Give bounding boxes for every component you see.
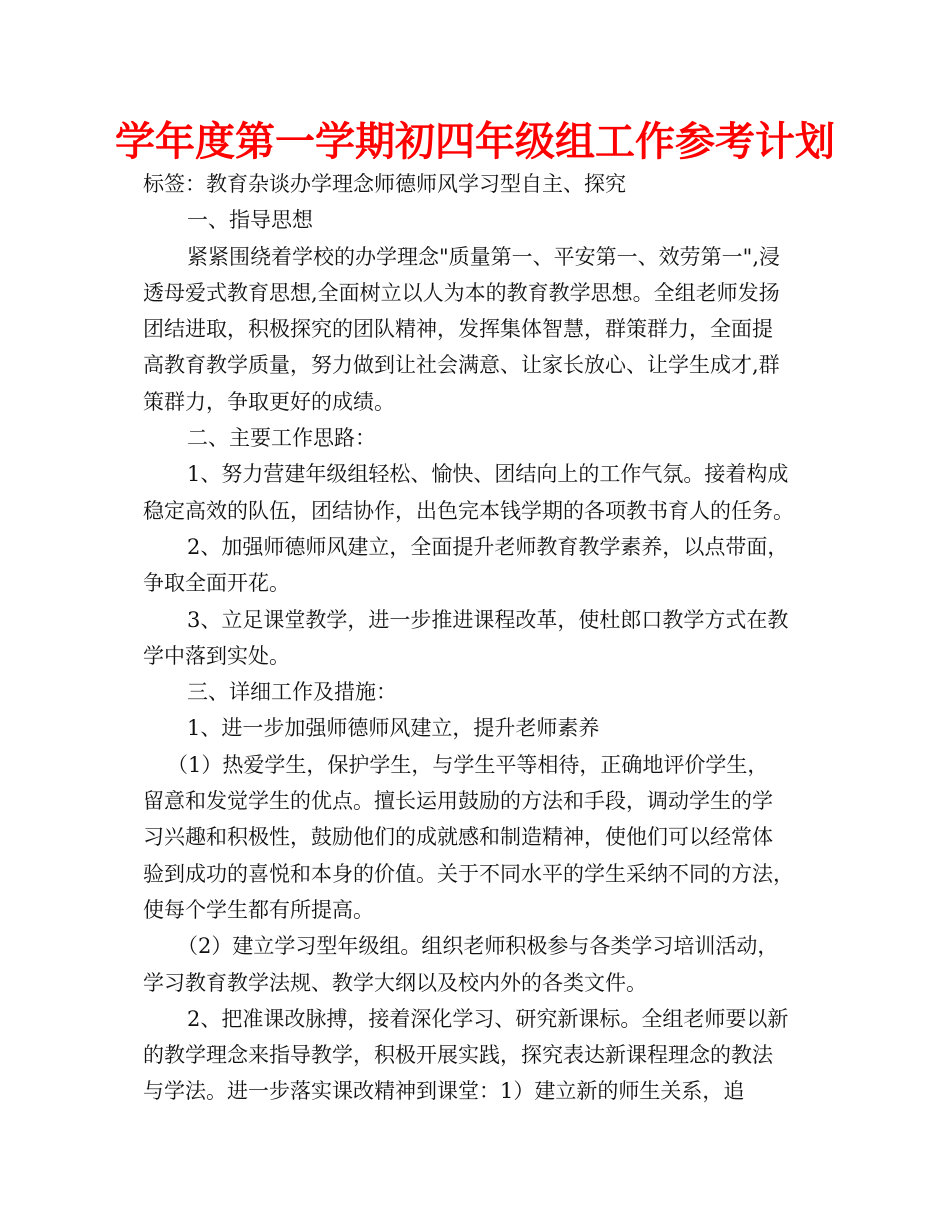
- paragraph-line: 的教学理念来指导教学，积极开展实践，探究表达新课程理念的教法: [143, 1043, 773, 1068]
- paragraph-line: 紧紧围绕着学校的办学理念"质量第一、平安第一、效劳第一",浸: [187, 244, 780, 269]
- paragraph-line: 习兴趣和积极性，鼓励他们的成就感和制造精神，使他们可以经常体: [143, 825, 773, 850]
- section-heading-2: 二、主要工作思路：: [187, 426, 376, 451]
- subsection-heading: 1、进一步加强师德师风建立，提升老师素养: [187, 716, 600, 741]
- paragraph-line: （1）热爱学生，保护学生，与学生平等相待，正确地评价学生，: [167, 752, 769, 777]
- paragraph-line: 稳定高效的队伍，团结协作，出色完本钱学期的各项教书育人的任务。: [143, 498, 794, 523]
- document-body: [143, 166, 807, 1110]
- paragraph-line: 学习教育教学法规、教学大纲以及校内外的各类文件。: [143, 970, 647, 995]
- paragraph-line: 1、努力营建年级组轻松、愉快、团结向上的工作气氛。接着构成: [187, 462, 789, 487]
- paragraph-line: 使每个学生都有所提高。: [143, 897, 374, 922]
- paragraph-line: 留意和发觉学生的优点。擅长运用鼓励的方法和手段，调动学生的学: [143, 789, 773, 814]
- paragraph-line: 透母爱式教育思想,全面树立以人为本的教育教学思想。全组老师发扬: [143, 280, 780, 305]
- paragraph-line: 与学法。进一步落实课改精神到课堂：1）建立新的师生关系，追: [143, 1079, 745, 1104]
- paragraph-line: 学中落到实处。: [143, 643, 290, 668]
- paragraph-line: 策群力，争取更好的成绩。: [143, 389, 395, 414]
- tags-line: 标签：教育杂谈办学理念师德师风学习型自主、探究: [143, 172, 626, 196]
- paragraph-line: 团结进取，积极探究的团队精神，发挥集体智慧，群策群力，全面提: [143, 317, 773, 342]
- paragraph-line: 2、加强师德师风建立，全面提升老师教育教学素养，以点带面，: [187, 534, 789, 559]
- section-heading-1: 一、指导思想: [187, 208, 313, 233]
- paragraph-line: 争取全面开花。: [143, 571, 290, 596]
- paragraph-line: 2、把准课改脉搏，接着深化学习、研究新课标。全组老师要以新: [187, 1006, 789, 1031]
- paragraph-line: 验到成功的喜悦和本身的价值。关于不同水平的学生采纳不同的方法，: [143, 861, 794, 886]
- paragraph-line: 3、立足课堂教学，进一步推进课程改革，使杜郎口教学方式在教: [187, 607, 789, 632]
- section-heading-3: 三、详细工作及措施：: [187, 680, 397, 705]
- document-title: 学年度第一学期初四年级组工作参考计划: [115, 119, 835, 165]
- paragraph-line: 高教育教学质量，努力做到让社会满意、让家长放心、让学生成才,群: [143, 353, 780, 378]
- paragraph-line: （2）建立学习型年级组。组织老师积极参与各类学习培训活动，: [177, 934, 779, 959]
